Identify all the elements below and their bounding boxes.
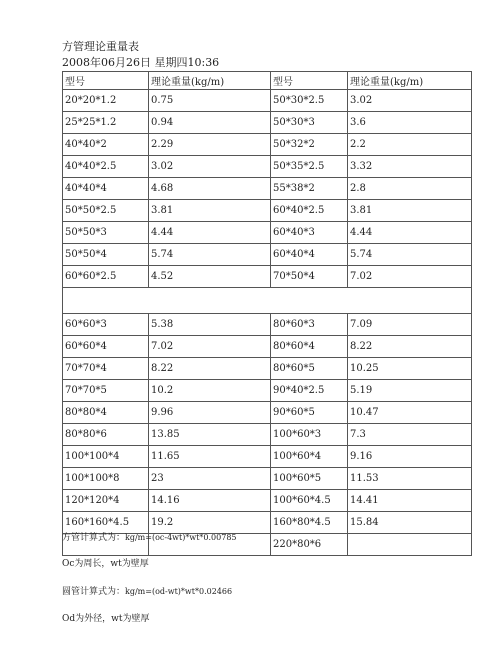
cell-weight (348, 534, 472, 556)
table-row (63, 336, 472, 358)
cell-weight: 7.02 (348, 266, 472, 288)
cell-model: 50*35*2.5 (271, 156, 348, 178)
cell-weight: 3.81 (149, 200, 271, 222)
table-spacer-row (63, 288, 472, 314)
cell-weight: 3.81 (348, 200, 472, 222)
cell-model: 80*60*3 (271, 314, 348, 336)
cell-model: 90*60*5 (271, 402, 348, 424)
table-row (63, 314, 472, 336)
cell-model: 55*38*2 (271, 178, 348, 200)
cell-model: 80*80*6 (63, 424, 149, 446)
round-vars-note: Od为外径，wt为壁厚 (62, 614, 150, 624)
cell-model: 60*60*3 (63, 314, 149, 336)
table-row (63, 358, 472, 380)
header-model: 型号 (63, 72, 149, 90)
cell-weight: 8.22 (149, 358, 271, 380)
cell-weight: 9.96 (149, 402, 271, 424)
cell-weight: 2.8 (348, 178, 472, 200)
cell-weight: 3.32 (348, 156, 472, 178)
cell-weight: 9.16 (348, 446, 472, 468)
table-row (63, 112, 472, 134)
cell-model: 40*40*4 (63, 178, 149, 200)
cell-weight: 11.65 (149, 446, 271, 468)
cell-model: 80*60*5 (271, 358, 348, 380)
document-title: 方管理论重量表 (62, 40, 139, 53)
cell-model: 50*30*2.5 (271, 90, 348, 112)
table-header-row (63, 72, 472, 90)
document-datetime: 2008年06月26日 星期四10:36 (62, 56, 220, 69)
square-formula: kg/m=(oc-4wt)*wt*0.00785 (125, 533, 237, 542)
table-row (63, 446, 472, 468)
cell-weight: 4.44 (149, 222, 271, 244)
table-row (63, 402, 472, 424)
cell-model: 60*40*4 (271, 244, 348, 266)
table-row (63, 490, 472, 512)
square-formula-label: 方管计算式为： (62, 533, 126, 543)
cell-model: 160*80*4.5 (271, 512, 348, 534)
cell-weight: 5.74 (149, 244, 271, 266)
cell-weight: 19.2 (149, 512, 271, 534)
table-row (63, 178, 472, 200)
cell-weight: 10.2 (149, 380, 271, 402)
cell-weight: 11.53 (348, 468, 472, 490)
round-formula-label: 圆管计算式为： (62, 587, 126, 597)
table-row (63, 266, 472, 288)
cell-weight: 5.38 (149, 314, 271, 336)
cell-model: 60*40*3 (271, 222, 348, 244)
cell-weight: 14.41 (348, 490, 472, 512)
cell-weight: 4.44 (348, 222, 472, 244)
cell-model: 20*20*1.2 (63, 90, 149, 112)
cell-weight: 8.22 (348, 336, 472, 358)
cell-model: 160*160*4.5 (63, 512, 149, 534)
round-formula: kg/m=(od-wt)*wt*0.02466 (125, 587, 233, 596)
cell-model: 50*30*3 (271, 112, 348, 134)
table-row (63, 156, 472, 178)
cell-weight: 3.02 (149, 156, 271, 178)
cell-weight: 7.09 (348, 314, 472, 336)
cell-model: 100*100*8 (63, 468, 149, 490)
cell-model: 80*80*4 (63, 402, 149, 424)
cell-model: 50*32*2 (271, 134, 348, 156)
cell-model: 100*60*5 (271, 468, 348, 490)
table-row (63, 468, 472, 490)
cell-model: 100*60*4 (271, 446, 348, 468)
square-formula-note (62, 532, 237, 544)
cell-weight: 0.75 (149, 90, 271, 112)
cell-model: 70*70*5 (63, 380, 149, 402)
cell-weight: 0.94 (149, 112, 271, 134)
cell-model: 50*50*4 (63, 244, 149, 266)
cell-weight: 10.25 (348, 358, 472, 380)
cell-model: 60*40*2.5 (271, 200, 348, 222)
weight-table (62, 71, 472, 556)
cell-model: 100*60*4.5 (271, 490, 348, 512)
cell-weight: 2.29 (149, 134, 271, 156)
table-group-1 (63, 90, 472, 288)
cell-model: 50*50*2.5 (63, 200, 149, 222)
cell-weight: 4.68 (149, 178, 271, 200)
cell-weight: 23 (149, 468, 271, 490)
square-vars-note: Oc为周长，wt为壁厚 (62, 559, 149, 569)
cell-model: 60*60*2.5 (63, 266, 149, 288)
cell-weight: 2.2 (348, 134, 472, 156)
cell-weight: 7.02 (149, 336, 271, 358)
spacer-cell (63, 288, 472, 314)
cell-weight: 15.84 (348, 512, 472, 534)
cell-weight: 3.6 (348, 112, 472, 134)
table-row (63, 244, 472, 266)
cell-model: 90*40*2.5 (271, 380, 348, 402)
table-row (63, 200, 472, 222)
cell-model: 100*100*4 (63, 446, 149, 468)
table-row (63, 222, 472, 244)
cell-model: 70*50*4 (271, 266, 348, 288)
cell-model: 25*25*1.2 (63, 112, 149, 134)
cell-weight: 5.19 (348, 380, 472, 402)
cell-weight: 14.16 (149, 490, 271, 512)
cell-model: 220*80*6 (271, 534, 348, 556)
cell-weight: 5.74 (348, 244, 472, 266)
cell-weight: 10.47 (348, 402, 472, 424)
cell-weight: 4.52 (149, 266, 271, 288)
table-row (63, 380, 472, 402)
cell-model: 70*70*4 (63, 358, 149, 380)
cell-weight: 3.02 (348, 90, 472, 112)
header-weight: 理论重量(kg/m) (149, 72, 271, 90)
table-spacer (63, 288, 472, 314)
table-row (63, 512, 472, 534)
table-group-2 (63, 314, 472, 556)
cell-weight: 7.3 (348, 424, 472, 446)
cell-model: 50*50*3 (63, 222, 149, 244)
round-formula-note (62, 586, 232, 598)
cell-model: 80*60*4 (271, 336, 348, 358)
table-row (63, 134, 472, 156)
cell-model: 100*60*3 (271, 424, 348, 446)
table-row (63, 424, 472, 446)
table-row (63, 90, 472, 112)
cell-model: 40*40*2 (63, 134, 149, 156)
cell-model: 40*40*2.5 (63, 156, 149, 178)
cell-model: 120*120*4 (63, 490, 149, 512)
cell-weight: 13.85 (149, 424, 271, 446)
header-weight: 理论重量(kg/m) (348, 72, 472, 90)
cell-model: 60*60*4 (63, 336, 149, 358)
header-model: 型号 (271, 72, 348, 90)
